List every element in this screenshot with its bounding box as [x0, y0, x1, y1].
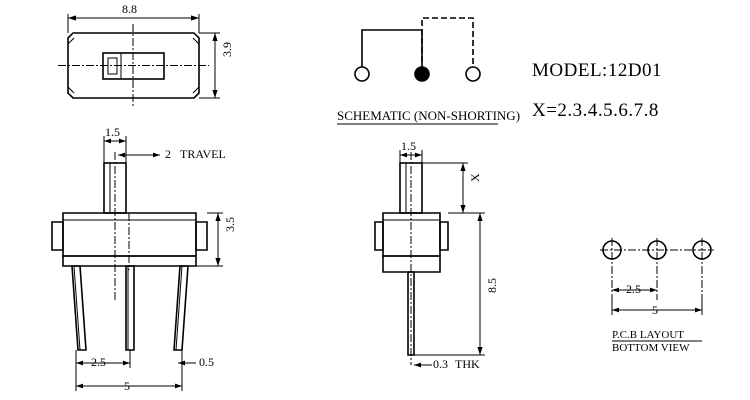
front-actuator-width-dim-label: 1.5 — [105, 125, 120, 139]
side-top-dim-label: 1.5 — [401, 139, 416, 153]
top-view-height-dim-label: 3.9 — [220, 42, 234, 57]
front-pin-width-dim-label: 0.5 — [199, 355, 214, 369]
pcb-span-dim-label: 5 — [652, 303, 658, 317]
side-thickness-unit-label: THK — [455, 357, 480, 371]
front-body-height-dim-label: 3.5 — [223, 217, 237, 232]
side-view-group — [375, 150, 485, 367]
top-view-group — [58, 14, 220, 107]
side-total-height-dim-label: 8.5 — [485, 278, 499, 293]
x-values-title: X=2.3.4.5.6.7.8 — [532, 100, 659, 121]
side-thickness-dim-label: 0.3 — [433, 357, 448, 371]
front-total-width-dim-label: 5 — [124, 379, 130, 393]
schematic-caption: SCHEMATIC (NON-SHORTING) — [337, 108, 521, 123]
front-view-group — [52, 136, 223, 391]
pcb-caption-line1: P.C.B LAYOUT — [612, 329, 685, 341]
pcb-pitch-dim-label: 2.5 — [626, 282, 641, 296]
top-view-width-dim-label: 8.8 — [122, 2, 137, 16]
pcb-layout-group — [600, 238, 714, 341]
front-travel-text-label: TRAVEL — [180, 147, 226, 161]
front-pin-pitch-dim-label: 2.5 — [91, 355, 106, 369]
pcb-caption-line2: BOTTOM VIEW — [612, 342, 690, 354]
front-travel-value-label: 2 — [165, 147, 171, 161]
model-title: MODEL:12D01 — [532, 60, 663, 81]
side-actuator-height-dim-label: X — [468, 173, 482, 182]
